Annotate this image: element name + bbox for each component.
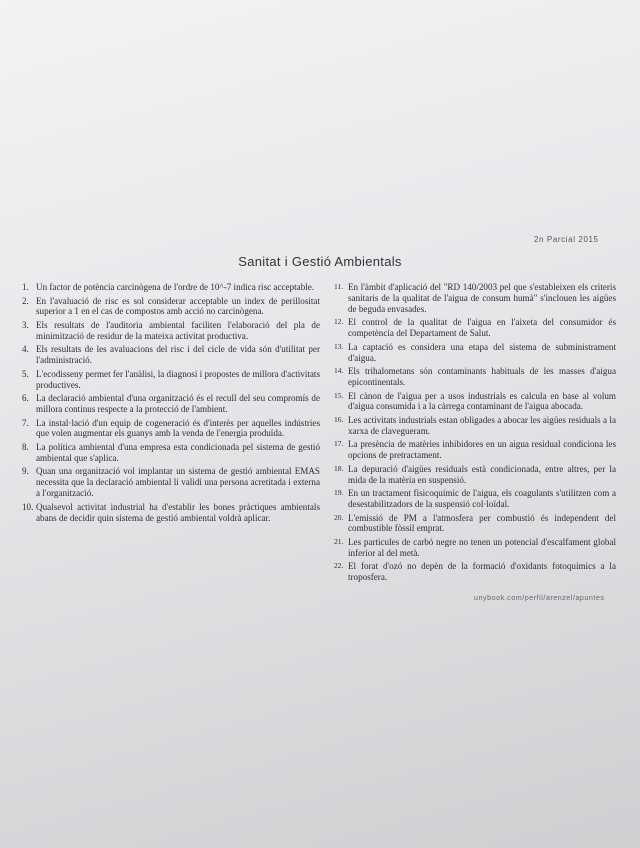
question-item bbox=[334, 342, 616, 364]
question-item bbox=[22, 282, 320, 293]
question-item bbox=[334, 366, 616, 388]
left-column bbox=[22, 282, 320, 526]
question-text: L'emissió de PM a l'atmosfera per combustió és independent del combustible fòssil emprat. bbox=[348, 512, 616, 534]
question-item bbox=[334, 464, 616, 486]
question-text: En un tractament fisicoquímic de l'aigua, els coagulants s'utilitzen com a desestabilitzadors de la suspensió col·loïdal. bbox=[348, 488, 616, 510]
question-item bbox=[22, 296, 320, 318]
question-text: En l'avaluació de risc es sol considerar acceptable un index de perillositat superior a 1 en el cas de compostos amb acció no carcinògena. bbox=[36, 295, 320, 317]
question-number: 10. bbox=[22, 501, 34, 512]
question-item bbox=[334, 488, 616, 510]
question-text: En l'àmbit d'aplicació del "RD 140/2003 pel que s'estableixen els criteris sanitaris de la qualitat de l'aigua de consum humà" s'inclouen les aigües de beguda envasades. bbox=[348, 282, 616, 314]
question-item bbox=[334, 391, 616, 413]
question-text: La presència de matèries inhibidores en un aigua residual condiciona les opcions de pretractament. bbox=[348, 439, 616, 461]
question-number: 9. bbox=[22, 466, 29, 477]
question-number: 4. bbox=[22, 344, 29, 355]
question-item bbox=[22, 320, 320, 342]
right-column bbox=[334, 282, 616, 586]
question-text: El control de la qualitat de l'aigua en l'aixeta del consumidor és competència del Departament de Salut. bbox=[348, 317, 616, 339]
question-item bbox=[334, 561, 616, 583]
document-title: Sanitat i Gestió Ambientals bbox=[238, 254, 402, 269]
question-number: 11. bbox=[334, 282, 344, 291]
question-text: La declaració ambiental d'una organització és el recull del seu compromís de millora continus respecte a la protecció de l'ambient. bbox=[36, 393, 320, 415]
question-text: La instal·lació d'un equip de cogeneració és d'interès per aquelles indústries que volen augmentar els guanys amb la venda de l'energia produïda. bbox=[36, 417, 320, 439]
question-text: Els trihalometans són contaminants habituals de les masses d'aigua epicontinentals. bbox=[348, 366, 616, 388]
question-number: 16. bbox=[334, 414, 344, 424]
question-item bbox=[22, 369, 320, 391]
question-item bbox=[334, 537, 616, 559]
question-number: 22. bbox=[334, 561, 344, 571]
question-item bbox=[22, 344, 320, 366]
question-number: 7. bbox=[22, 417, 29, 428]
question-text: Les particules de carbó negre no tenen un potencial d'escalfament global inferior al del metà. bbox=[348, 536, 616, 558]
question-number: 19. bbox=[334, 488, 344, 498]
question-item bbox=[334, 415, 616, 437]
question-text: L'ecodisseny permet fer l'anàlisi, la diagnosi i propostes de millora d'activitats productives. bbox=[36, 368, 320, 390]
question-text: Les activitats industrials estan obligades a abocar les aigües residuals a la xarxa de clavegueram. bbox=[348, 414, 616, 436]
question-number: 2. bbox=[22, 295, 29, 306]
question-item bbox=[334, 513, 616, 535]
question-number: 3. bbox=[22, 319, 29, 330]
question-text: La captació es considera una etapa del sistema de subministrament d'aigua. bbox=[348, 341, 616, 363]
question-number: 18. bbox=[334, 463, 344, 473]
question-number: 20. bbox=[334, 512, 344, 522]
question-text: Els resultats de l'auditoria ambiental faciliten l'elaboració del pla de minimització de residur de la mateixa activitat productiva. bbox=[36, 319, 320, 341]
question-text: La depuració d'aigües residuals està condicionada, entre altres, per la mida de la matèria en suspensió. bbox=[348, 463, 616, 485]
question-text: Els resultats de les avaluacions del risc i del cicle de vida són d'utilitat per l'administració. bbox=[36, 344, 320, 366]
question-number: 13. bbox=[334, 341, 344, 351]
question-item bbox=[22, 502, 320, 524]
question-number: 12. bbox=[334, 317, 344, 327]
question-number: 17. bbox=[334, 439, 344, 449]
question-item bbox=[22, 418, 320, 440]
footer-url: unybook.com/perfil/arenzel/apuntes bbox=[474, 593, 605, 602]
question-item bbox=[334, 282, 616, 315]
question-item bbox=[334, 317, 616, 339]
question-text: Qualsevol activitat industrial ha d'establir les bones pràctiques ambientals abans de decidir quin sistema de gestió ambiental voldrà aplicar. bbox=[36, 501, 320, 523]
question-number: 6. bbox=[22, 393, 29, 404]
question-number: 5. bbox=[22, 368, 29, 379]
question-item bbox=[22, 393, 320, 415]
question-text: Quan una organització vol implantar un sistema de gestió ambiental EMAS necessita que la declaració ambiental li validi una persona acretitada i externa a l'organització. bbox=[36, 466, 320, 499]
question-number: 15. bbox=[334, 390, 344, 400]
question-number: 8. bbox=[22, 441, 29, 452]
question-item bbox=[22, 442, 320, 464]
question-item bbox=[22, 466, 320, 499]
question-number: 1. bbox=[22, 282, 29, 292]
question-text: La política ambiental d'una empresa esta condicionada pel sistema de gestió ambiental que s'aplica. bbox=[36, 441, 320, 463]
question-number: 14. bbox=[334, 366, 344, 376]
exam-label: 2n Parcial 2015 bbox=[534, 235, 599, 244]
question-text: El cànon de l'aigua per a usos industrials es calcula en base al volum d'aigua consumida i a la càrrega contaminant de l'aigua abocada. bbox=[348, 390, 616, 412]
question-number: 21. bbox=[334, 536, 344, 546]
question-text: Un factor de potència carcinògena de l'ordre de 10^-7 indica risc acceptable. bbox=[36, 282, 315, 292]
question-item bbox=[334, 439, 616, 461]
question-text: El forat d'ozó no depèn de la formació d'oxidants fotoquímics a la troposfera. bbox=[348, 561, 616, 583]
